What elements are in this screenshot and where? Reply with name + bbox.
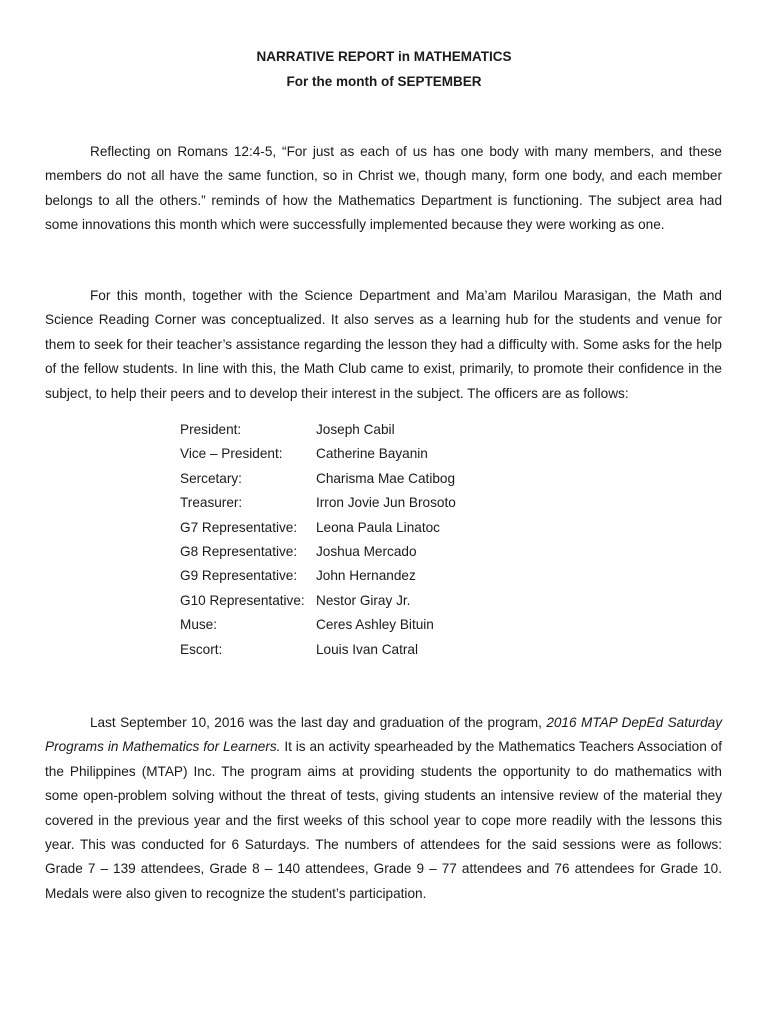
officer-role: Vice – President: xyxy=(180,446,283,462)
officer-role: G10 Representative: xyxy=(180,592,305,608)
officer-name: Leona Paula Linatoc xyxy=(316,519,440,535)
officers-list xyxy=(180,418,456,662)
officer-name: Nestor Giray Jr. xyxy=(316,592,411,608)
officer-role: Escort: xyxy=(180,641,223,657)
officer-name: Louis Ivan Catral xyxy=(316,641,419,657)
mtap-program-name: 2016 MTAP DepEd Saturday Programs in Mathematics for Learners. xyxy=(45,715,722,755)
officer-role: Muse: xyxy=(180,617,218,633)
officer-row xyxy=(180,613,456,637)
officer-role: President: xyxy=(180,422,242,437)
officer-name: Ceres Ashley Bituin xyxy=(316,617,434,633)
officer-row xyxy=(180,491,456,515)
officer-role: G9 Representative: xyxy=(180,568,298,584)
report-header xyxy=(0,44,768,94)
officer-role: G7 Representative: xyxy=(180,519,298,535)
officer-row xyxy=(180,564,456,588)
paragraph-mtap xyxy=(45,711,722,906)
officer-name: Catherine Bayanin xyxy=(316,446,428,462)
officer-name: Joshua Mercado xyxy=(316,544,417,560)
officer-row xyxy=(180,540,456,564)
paragraph-reflection: Reflecting on Romans 12:4-5, “For just as each of us has one body with many members, and these members do not all have the same function, so in Christ we, though many, form one body, and each member belongs to all the others.” reminds of how the Mathematics Department is functioning. The subject area had some innovations this month which were successfully implemented because they were working as one. xyxy=(45,144,722,233)
officer-row xyxy=(180,442,456,466)
report-subtitle: For the month of SEPTEMBER xyxy=(286,74,482,89)
officer-name: John Hernandez xyxy=(316,568,416,584)
officer-row xyxy=(180,418,456,442)
officer-row xyxy=(180,467,456,491)
report-title: NARRATIVE REPORT in MATHEMATICS xyxy=(256,49,512,64)
mtap-text-after: It is an activity spearheaded by the Mathematics Teachers Association of the Philippines (MTAP) Inc. The program aims at providing students the opportunity to do mathematics with some open-problem solving without the threat of tests, giving students an intensive review of the material they covered in the previous year and the first weeks of this school year to cope more readily with the lessons this year. This was conducted for 6 Saturdays. The numbers of attendees for the said sessions were as follows: Grade 7 – 139 attendees, Grade 8 – 140 attendees, Grade 9 – 77 attendees and 76 attendees for Grade 10. Medals were also given to recognize the student’s participation. xyxy=(45,739,722,901)
officer-name: Irron Jovie Jun Brosoto xyxy=(316,495,456,511)
officer-row xyxy=(180,516,456,540)
officer-role: Sercetary: xyxy=(180,470,242,486)
officer-row xyxy=(180,589,456,613)
officer-role: G8 Representative: xyxy=(180,544,298,560)
officer-name: Charisma Mae Catibog xyxy=(316,470,456,486)
paragraph-reading-corner: For this month, together with the Science Department and Ma’am Marilou Marasigan, the Math and Science Reading Corner was conceptualized. It also serves as a learning hub for the students and venue for them to seek for their teacher’s assistance regarding the lesson they had a difficulty with. Some asks for the help of the fellow students. In line with this, the Math Club came to exist, primarily, to promote their confidence in the subject, to help their peers and to develop their interest in the subject. The officers are as follows: xyxy=(45,288,722,401)
officer-role: Treasurer: xyxy=(180,495,243,511)
officer-row xyxy=(180,638,456,662)
mtap-text-before: Last September 10, 2016 was the last day and graduation of the program, xyxy=(90,715,547,730)
officer-name: Joseph Cabil xyxy=(316,422,395,437)
